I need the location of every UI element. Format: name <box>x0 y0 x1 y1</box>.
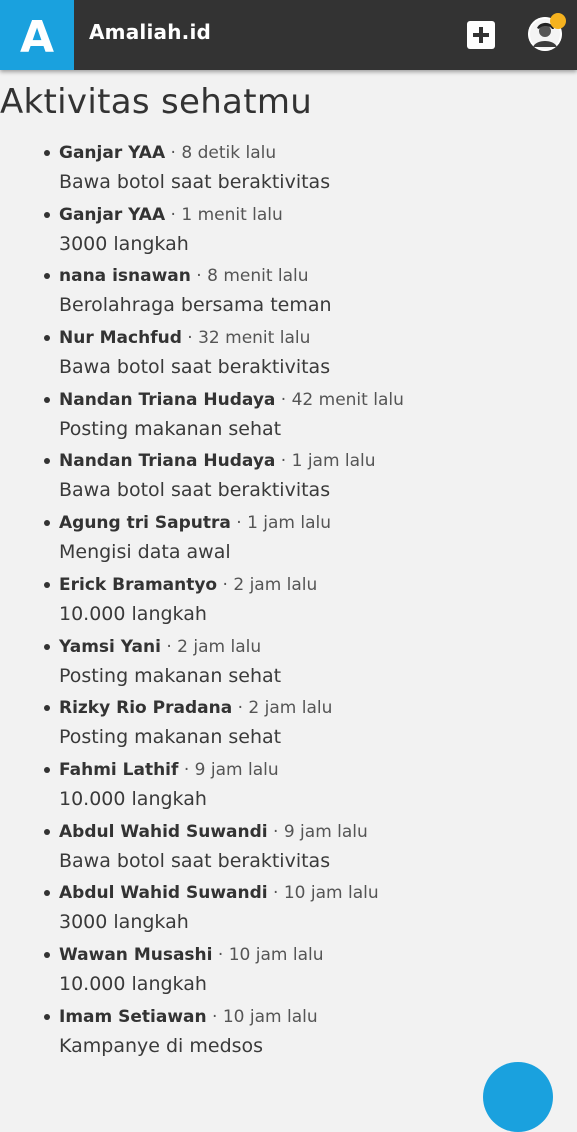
activity-text: 3000 langkah <box>59 911 189 934</box>
activity-meta <box>59 1007 318 1027</box>
user-name[interactable]: Imam Setiawan <box>59 1006 207 1027</box>
bullet-icon <box>44 1014 50 1020</box>
separator-dot: · <box>178 759 195 780</box>
activity-item <box>0 571 577 633</box>
separator-dot: · <box>267 883 284 904</box>
bullet-icon <box>44 212 50 218</box>
activity-text: 10.000 langkah <box>59 787 207 810</box>
activity-item <box>0 633 577 695</box>
activity-time: 10 jam lalu <box>283 883 379 904</box>
activity-item <box>0 386 577 448</box>
app-title[interactable]: Amaliah.id <box>89 20 212 44</box>
activity-item <box>0 509 577 571</box>
activity-meta <box>59 513 331 533</box>
activity-text: Bawa botol saat beraktivitas <box>59 479 331 502</box>
user-name[interactable]: Nandan Triana Hudaya <box>59 451 276 472</box>
activity-time: 8 menit lalu <box>207 266 309 287</box>
activity-item <box>0 694 577 756</box>
activity-item <box>0 818 577 880</box>
user-name[interactable]: Abdul Wahid Suwandi <box>59 883 268 904</box>
activity-text: Mengisi data awal <box>59 541 231 564</box>
activity-time: 32 menit lalu <box>198 328 311 349</box>
user-name[interactable]: Ganjar YAA <box>59 204 166 225</box>
separator-dot: · <box>232 698 249 719</box>
activity-text: Posting makanan sehat <box>59 664 282 687</box>
separator-dot: · <box>217 574 234 595</box>
floating-action-button[interactable] <box>483 1062 553 1132</box>
activity-text: 3000 langkah <box>59 232 189 255</box>
activity-meta <box>59 328 310 348</box>
activity-meta <box>59 698 332 718</box>
activity-text: 10.000 langkah <box>59 602 207 625</box>
activity-item <box>0 941 577 1003</box>
bullet-icon <box>44 397 50 403</box>
activity-text: Posting makanan sehat <box>59 417 282 440</box>
separator-dot: · <box>181 328 199 349</box>
bullet-icon <box>44 705 50 711</box>
activity-meta <box>59 266 309 286</box>
separator-dot: · <box>267 821 284 842</box>
user-name[interactable]: Agung tri Saputra <box>59 513 231 534</box>
activity-text: Posting makanan sehat <box>59 726 282 749</box>
activity-text: Kampanye di medsos <box>59 1034 264 1057</box>
user-name[interactable]: Erick Bramantyo <box>59 574 218 595</box>
logo-a-icon <box>14 14 60 56</box>
activity-text: Bawa botol saat beraktivitas <box>59 849 331 872</box>
activity-meta <box>59 822 368 842</box>
user-name[interactable]: Nur Machfud <box>59 328 182 349</box>
svg-text:A: A <box>19 14 55 56</box>
bullet-icon <box>44 952 50 958</box>
activity-meta <box>59 883 379 903</box>
separator-dot: · <box>165 204 182 225</box>
activity-item <box>0 447 577 509</box>
separator-dot: · <box>190 266 208 287</box>
activity-time: 8 detik lalu <box>181 143 277 163</box>
activity-time: 2 jam lalu <box>177 636 262 657</box>
bullet-icon <box>44 520 50 526</box>
separator-dot: · <box>230 513 248 534</box>
add-button[interactable] <box>467 21 495 49</box>
activity-meta <box>59 637 261 657</box>
activity-text: 10.000 langkah <box>59 972 207 995</box>
activity-text: Bawa botol saat beraktivitas <box>59 356 331 379</box>
user-name[interactable]: Abdul Wahid Suwandi <box>59 821 268 842</box>
activity-time: 2 jam lalu <box>233 574 318 595</box>
activity-meta <box>59 760 279 780</box>
user-name[interactable]: Nandan Triana Hudaya <box>59 389 276 410</box>
activity-meta <box>59 390 404 410</box>
activity-time: 10 jam lalu <box>222 1006 318 1027</box>
bullet-icon <box>44 890 50 896</box>
activity-time: 9 jam lalu <box>194 759 279 780</box>
activity-time: 2 jam lalu <box>248 698 333 719</box>
activity-item <box>0 879 577 941</box>
separator-dot: · <box>165 143 182 163</box>
plus-icon <box>472 26 490 44</box>
activity-text: Bawa botol saat beraktivitas <box>59 171 331 193</box>
separator-dot: · <box>275 451 292 472</box>
activity-meta <box>59 451 376 471</box>
activity-item <box>0 756 577 818</box>
activity-item <box>0 139 577 201</box>
activity-time: 1 jam lalu <box>247 513 332 534</box>
user-name[interactable]: Yamsi Yani <box>59 636 161 657</box>
activity-meta <box>59 205 283 225</box>
user-name[interactable]: Rizky Rio Pradana <box>59 698 233 719</box>
bullet-icon <box>44 767 50 773</box>
separator-dot: · <box>160 636 178 657</box>
top-app-bar <box>0 0 577 70</box>
activity-feed <box>0 139 577 1064</box>
activity-item <box>0 1003 577 1065</box>
bullet-icon <box>44 582 50 588</box>
activity-time: 42 menit lalu <box>291 389 404 410</box>
activity-time: 10 jam lalu <box>228 944 324 965</box>
activity-time: 9 jam lalu <box>283 821 368 842</box>
activity-time: 1 jam lalu <box>291 451 376 472</box>
bullet-icon <box>44 335 50 341</box>
bullet-icon <box>44 829 50 835</box>
activity-meta <box>59 143 276 163</box>
notification-dot <box>550 13 566 29</box>
app-logo[interactable] <box>0 0 74 70</box>
activity-item <box>0 324 577 386</box>
activity-time: 1 menit lalu <box>181 204 283 225</box>
bullet-icon <box>44 273 50 279</box>
activity-meta <box>59 945 323 965</box>
user-name[interactable]: Ganjar YAA <box>59 143 166 163</box>
activity-item <box>0 262 577 324</box>
bullet-icon <box>44 458 50 464</box>
user-name[interactable]: Fahmi Lathif <box>59 759 179 780</box>
activity-text: Berolahraga bersama teman <box>59 294 332 317</box>
separator-dot: · <box>275 389 292 410</box>
page-title: Aktivitas sehatmu <box>0 82 313 122</box>
activity-meta <box>59 575 317 595</box>
separator-dot: · <box>206 1006 223 1027</box>
separator-dot: · <box>212 944 229 965</box>
bullet-icon <box>44 644 50 650</box>
user-name[interactable]: nana isnawan <box>59 266 191 287</box>
bullet-icon <box>44 150 50 156</box>
user-name[interactable]: Wawan Musashi <box>59 944 213 965</box>
activity-item <box>0 201 577 263</box>
